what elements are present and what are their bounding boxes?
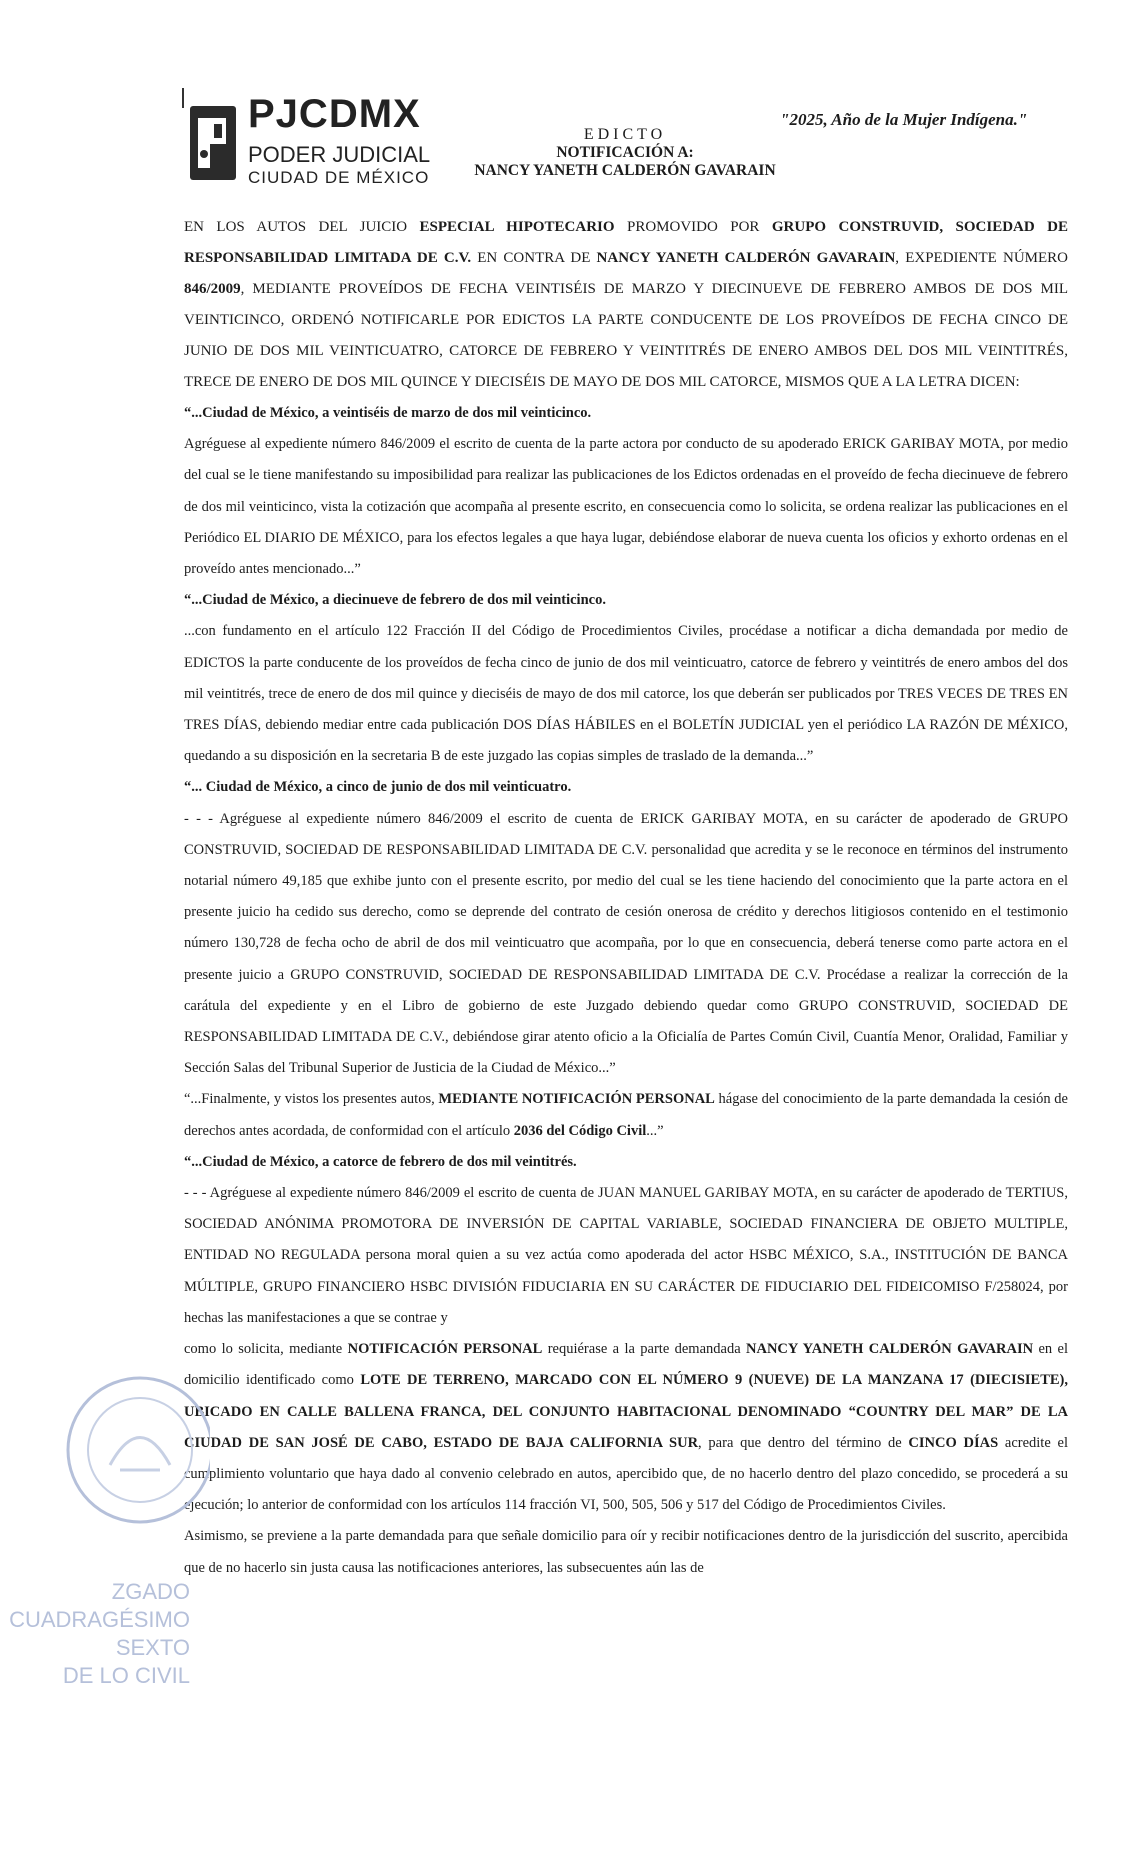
stamp-line: DE LO CIVIL bbox=[62, 1663, 190, 1688]
text-run: , MEDIANTE PROVEÍDOS DE FECHA VEINTISÉIS DE MARZO Y DIECINUEVE DE FEBRERO AMBOS DE DOS MIL VEINTICINCO, ORDENÓ NOTIFICARLE POR EDICTOS LA PARTE CONDUCENTE DE LOS PROVEÍDOS DE FECHA CINCO DE JUNIO DE DOS MIL VEINTICUATRO, CATORCE DE FEBRERO Y VEINTITRÉS DE ENERO AMBOS DEL DOS MIL VEINTITRÉS, TRECE DE ENERO DE DOS MIL QUINCE Y DIECISÉIS DE MAYO DE DOS MIL CATORCE, MISMOS QUE A LA LETRA DICEN: bbox=[184, 281, 1068, 390]
text-run: requiérase a la parte demandada bbox=[542, 1341, 747, 1358]
logo-city: CIUDAD DE MÉXICO bbox=[248, 168, 430, 187]
title-block bbox=[445, 126, 805, 180]
text-run: 846/2009 bbox=[184, 281, 241, 297]
resolution-heading: “...Ciudad de México, a veintiséis de marzo de dos mil veinticinco. bbox=[184, 405, 592, 421]
text-run: GRUPO CONSTRUVID, SOCIEDAD DE RESPONSABILIDAD LIMITADA DE C.V. bbox=[184, 219, 1068, 266]
document-header bbox=[0, 90, 1144, 200]
text-run: PROMOVIDO POR bbox=[614, 219, 772, 235]
intro-paragraph bbox=[184, 212, 1068, 398]
document-body bbox=[184, 212, 1068, 1584]
resolution-paragraph: ...con fundamento en el artículo 122 Fracción II del Código de Procedimientos Civiles, procédase a notificar a dicha demandada por medio de EDICTOS la parte conducente de los proveídos de fecha cinco de junio de dos mil veinticuatro, catorce de febrero y veintitrés de enero ambos del dos mil veintitrés, trece de enero de dos mil quince y dieciséis de mayo de dos mil catorce, los que deberán ser publicados por TRES VECES DE TRES EN TRES DÍAS, debiendo mediar entre cada publicación DOS DÍAS HÁBILES en el BOLETÍN JUDICIAL yen el periódico LA RAZÓN DE MÉXICO, quedando a su disposición en la secretaria B de este juzgado las copias simples de traslado de la demanda...” bbox=[184, 623, 1068, 765]
text-run: hágase del conocimiento de la parte demandada la cesión de derechos antes acordada, de conformidad con el artículo bbox=[184, 1091, 1068, 1139]
text-run: NANCY YANETH CALDERÓN GAVARAIN bbox=[596, 250, 896, 266]
resolution-heading: “...Ciudad de México, a diecinueve de febrero de dos mil veinticinco. bbox=[184, 592, 606, 609]
stamp-line: ZGADO CUADRAGÉSIMO SEXTO bbox=[9, 1579, 190, 1660]
text-run: ESPECIAL HIPOTECARIO bbox=[419, 219, 615, 235]
text-run: acredite el cumplimiento voluntario que haya dado al convenio celebrado en autos, apercibido que, de no hacerlo dentro del plazo concedido, se procederá a su ejecución; lo anterior de conformidad con los artículos 114 fracción VI, 500, 505, 506 y 517 del Código de Procedimientos Civiles. bbox=[184, 1434, 1068, 1514]
resolution-paragraph: Asimismo, se previene a la parte demandada para que señale domicilio para oír y recibir notificaciones dentro de la jurisdicción del suscrito, apercibida que de no hacerlo sin justa causa las notificaciones anteriores, las subsecuentes aún las de bbox=[184, 1528, 1068, 1576]
notice-recipient: NANCY YANETH CALDERÓN GAVARAIN bbox=[474, 162, 776, 179]
text-run: , EXPEDIENTE NÚMERO bbox=[895, 250, 1068, 266]
document-type: EDICTO bbox=[583, 126, 667, 143]
resolution-paragraph: - - - Agréguese al expediente número 846/2009 el escrito de cuenta de ERICK GARIBAY MOTA, en su carácter de apoderado de GRUPO CONSTRUVID, SOCIEDAD DE RESPONSABILIDAD LIMITADA DE C.V. personalidad que acredita y se le reconoce en términos del instrumento notarial número 49,185 que exhibe junto con el presente escrito, por medio del cual se les tiene haciendo del conocimiento que la parte actora en el presente juicio ha cedido sus derecho, como se deprende del contrato de cesión onerosa de crédito y derechos litigiosos contenido en el testimonio número 130,728 de fecha ocho de abril de dos mil veinticuatro que acompaña, por lo que en consecuencia, deberá tenerse como parte actora en el presente juicio a GRUPO CONSTRUVID, SOCIEDAD DE RESPONSABILIDAD LIMITADA DE C.V. Procédase a realizar la corrección de la carátula del expediente y en el Libro de gobierno de este Juzgado debiendo quedar como GRUPO CONSTRUVID, SOCIEDAD DE RESPONSABILIDAD LIMITADA DE C.V., debiéndose girar atento oficio a la Oficialía de Partes Común Civil, Cuantía Menor, Oralidad, Familiar y Sección Salas del Tribunal Superior de Justicia de la Ciudad de México...” bbox=[184, 810, 1068, 1077]
logo-acronym: PJCDMX bbox=[248, 92, 421, 136]
text-run: EN LOS AUTOS DEL JUICIO bbox=[184, 219, 420, 235]
text-run: NOTIFICACIÓN PERSONAL bbox=[347, 1341, 543, 1358]
text-run: 2036 del Código Civil bbox=[513, 1122, 647, 1139]
text-run: ...” bbox=[646, 1122, 664, 1139]
resolution-heading: “...Ciudad de México, a catorce de febrero de dos mil veintitrés. bbox=[184, 1153, 577, 1170]
resolution-paragraph: Agréguese al expediente número 846/2009 el escrito de cuenta de la parte actora por conducto de su apoderado ERICK GARIBAY MOTA, por medio del cual se le tiene manifestando su imposibilidad para realizar las publicaciones de los Edictos ordenadas en el proveído de fecha diecinueve de febrero de dos mil veinticinco, vista la cotización que acompaña al presente escrito, en consecuencia como lo solicita, se ordena realizar las publicaciones en el Periódico EL DIARIO DE MÉXICO, para los efectos legales a que haya lugar, debiéndose elaborar de nueva cuenta los oficios y exhorto ordenas en el proveído antes mencionado...” bbox=[184, 436, 1068, 578]
text-run: como lo solicita, mediante bbox=[184, 1341, 348, 1358]
text-run: en el domicilio identificado como bbox=[184, 1341, 1068, 1389]
text-run: , para que dentro del término de bbox=[698, 1434, 909, 1451]
logo-institution: PODER JUDICIAL bbox=[248, 142, 431, 167]
resolution-heading: “... Ciudad de México, a cinco de junio de dos mil veinticuatro. bbox=[184, 779, 572, 796]
court-seal-icon bbox=[20, 1370, 210, 1530]
notice-label: NOTIFICACIÓN A: bbox=[556, 144, 694, 161]
text-run: MEDIANTE NOTIFICACIÓN PERSONAL bbox=[438, 1091, 715, 1108]
text-run: EN CONTRA DE bbox=[471, 250, 597, 266]
resolution-paragraph: - - - Agréguese al expediente número 846/2009 el escrito de cuenta de JUAN MANUEL GARIBAY MOTA, en su carácter de apoderado de TERTIUS, SOCIEDAD ANÓNIMA PROMOTORA DE INVERSIÓN DE CAPITAL VARIABLE, SOCIEDAD FINANCIERA DE OBJETO MULTIPLE, ENTIDAD NO REGULADA persona moral quien a su vez actúa como apoderada del actor HSBC MÉXICO, S.A., INSTITUCIÓN DE BANCA MÚLTIPLE, GRUPO FINANCIERO HSBC DIVISIÓN FIDUCIARIA EN SU CARÁCTER DE FIDUCIARIO DEL FIDEICOMISO F/258024, por hechas las manifestaciones a que se contrae y bbox=[184, 1185, 1068, 1326]
text-run: CINCO DÍAS bbox=[908, 1434, 999, 1451]
pjcdmx-emblem-icon bbox=[188, 104, 238, 182]
year-motto: "2025, Año de la Mujer Indígena." bbox=[780, 110, 1028, 129]
text-run: “...Finalmente, y vistos los presentes autos, bbox=[184, 1091, 439, 1108]
resolution-paragraph bbox=[184, 1084, 1068, 1146]
pjcdmx-logo bbox=[188, 92, 448, 188]
text-run: NANCY YANETH CALDERÓN GAVARAIN bbox=[746, 1341, 1034, 1358]
resolution-paragraph bbox=[184, 1334, 1068, 1521]
text-run: LOTE DE TERRENO, MARCADO CON EL NÚMERO 9 (NUEVE) DE LA MANZANA 17 (DIECISIETE), UBICADO EN CALLE BALLENA FRANCA, DEL CONJUNTO HABITACIONAL DENOMINADO “COUNTRY DEL MAR” DE LA CIUDAD DE SAN JOSÉ DE CABO, ESTADO DE BAJA CALIFORNIA SUR bbox=[184, 1372, 1068, 1451]
court-stamp-text bbox=[0, 1578, 190, 1690]
